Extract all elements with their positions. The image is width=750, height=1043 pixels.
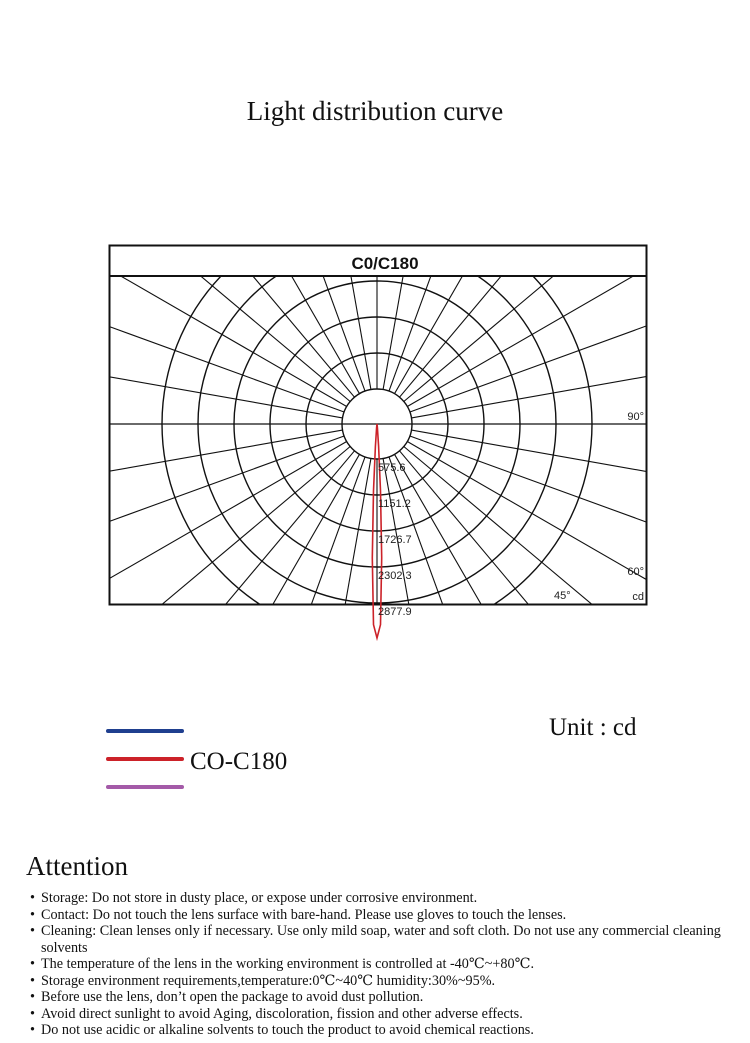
grid-spoke <box>255 0 370 390</box>
attention-item: • The temperature of the lens in the working environment is controlled at -40℃~+80℃. <box>30 956 730 973</box>
grid-spoke <box>399 0 750 397</box>
polar-chart <box>108 244 648 618</box>
attention-item: • Before use the lens, don’t open the package to avoid dust pollution. <box>30 989 730 1006</box>
grid-spoke <box>0 446 350 873</box>
radial-tick-label: 575.6 <box>378 462 406 474</box>
chart-unit-label: cd <box>632 591 644 603</box>
grid-spoke <box>404 0 750 402</box>
grid-spoke <box>0 185 344 412</box>
legend-line-purple <box>106 785 184 789</box>
chart-title: C0/C180 <box>351 254 419 273</box>
polar-chart-svg <box>108 244 648 618</box>
attention-item: • Storage environment requirements,temperature:0℃~40℃ humidity:30%~95%. <box>30 973 730 990</box>
grid-spoke <box>0 0 355 397</box>
grid-spoke <box>0 451 355 960</box>
grid-spoke <box>0 436 344 663</box>
radial-tick-label: 2877.9 <box>378 606 412 618</box>
chart-frame <box>110 246 647 605</box>
grid-spoke <box>399 451 750 960</box>
angle-label: 60° <box>627 566 644 578</box>
angle-label: 90° <box>627 411 644 423</box>
grid-spoke <box>410 436 750 663</box>
grid-spoke <box>404 446 750 873</box>
attention-item: • Avoid direct sunlight to avoid Aging, discoloration, fission and other adverse effects. <box>30 1006 730 1023</box>
grid-spoke <box>395 0 728 394</box>
attention-item: • Cleaning: Clean lenses only if necessary. Use only mild soap, water and soft cloth. Do not use any commercial cleaning solvents <box>30 923 730 956</box>
legend <box>106 720 506 800</box>
attention-title: Attention <box>26 851 128 881</box>
radial-tick-label: 2302.3 <box>378 570 412 582</box>
attention-item: • Storage: Do not store in dusty place, or expose under corrosive environment. <box>30 890 730 907</box>
grid-spoke <box>389 0 616 391</box>
attention-item: • Contact: Do not touch the lens surface with bare-hand. Please use gloves to touch the lenses. <box>30 907 730 924</box>
unit-label: Unit : cd <box>549 714 637 741</box>
attention-list <box>30 890 730 1039</box>
grid-spoke <box>27 0 360 394</box>
grid-spoke <box>383 0 498 390</box>
legend-line-red <box>106 757 184 761</box>
grid-spoke <box>410 185 750 412</box>
legend-line-blue <box>106 729 184 733</box>
legend-label: CO-C180 <box>190 748 288 775</box>
grid-spoke <box>138 0 365 391</box>
radial-tick-label: 1151.2 <box>378 498 411 510</box>
grid-spoke <box>0 0 350 402</box>
radial-tick-label: 1726.7 <box>378 534 412 546</box>
attention-item: • Do not use acidic or alkaline solvents to touch the product to avoid chemical reactions. <box>30 1022 730 1039</box>
angle-label: 45° <box>554 590 571 602</box>
page-title: Light distribution curve <box>246 96 504 126</box>
